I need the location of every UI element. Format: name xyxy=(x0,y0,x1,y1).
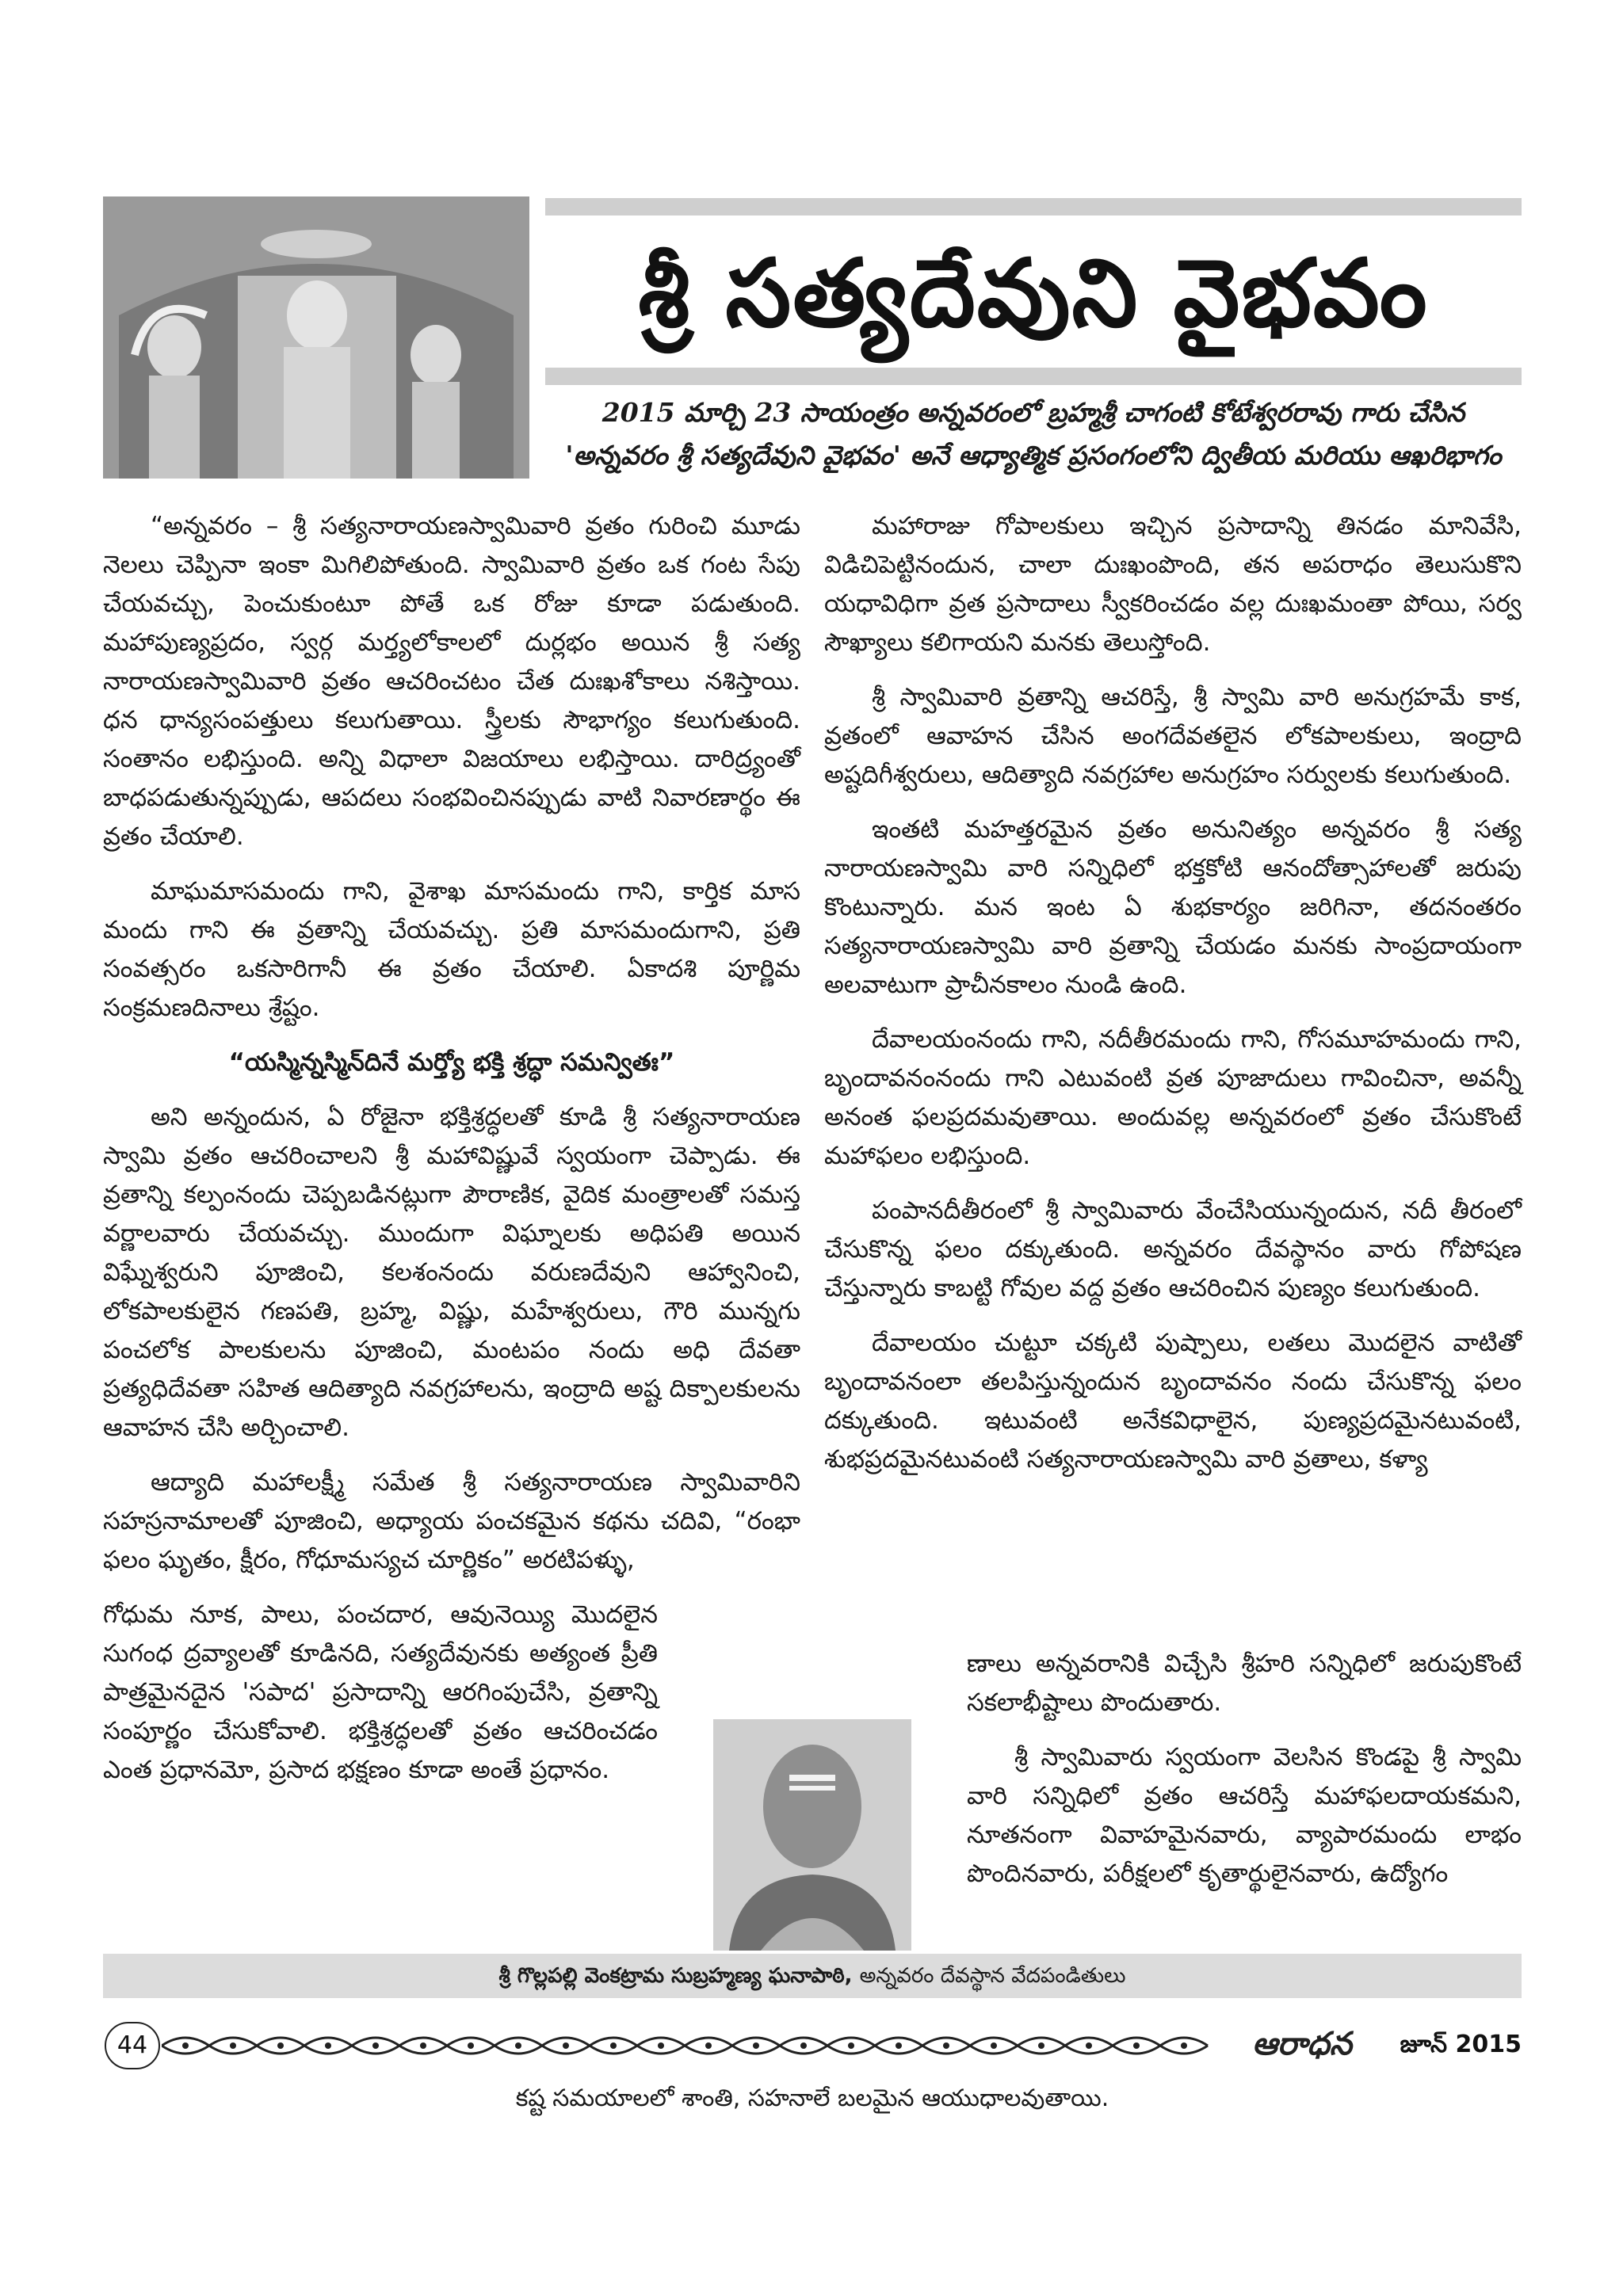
paragraph: దేవాలయం చుట్టూ చక్కటి పుష్పాలు, లతలు మొదలైన వాటితో బృందావనంలా తలపిస్తున్నందున బృందావనం నందు చేసుకొన్న ఫలం దక్కుతుంది. ఇటువంటి అనేకవిధాలైన, పుణ్యప్రదమైనటువంటి, శుభప్రదమైనటువంటి సత్యనారాయణస్వామి వారి వ్రతాలు, కళ్యా xyxy=(824,1329,1522,1474)
article-subtitle xyxy=(545,391,1522,477)
ornamental-divider xyxy=(162,2028,1216,2063)
author-name: శ్రీ గొల్లపల్లి వెంకట్రామ సుబ్రహ్మణ్య ఘనాపాఠి, xyxy=(498,1964,853,1988)
paragraph: దేవాలయంనందు గాని, నదీతీరమందు గాని, గోసమూహమందు గాని, బృందావనంనందు గాని ఎటువంటి వ్రత పూజాదులు గావించినా, అవన్నీ అనంత ఫలప్రదమవుతాయి. అందువల్ల అన్నవరంలో వ్రతం చేసుకొంటే మహాఫలం లభిస్తుంది. xyxy=(824,1025,1522,1170)
paragraph: “అన్నవరం – శ్రీ సత్యనారాయణస్వామివారి వ్రతం గురించి మూడు నెలలు చెప్పినా ఇంకా మిగిలిపోతుంది. స్వామివారి వ్రతం ఒక గంట సేపు చేయవచ్చు, పెంచుకుంటూ పోతే ఒక రోజు కూడా పడుతుంది. మహాపుణ్యప్రదం, స్వర్గ మర్త్యలోకాలలో దుర్లభం అయిన శ్రీ సత్య నారాయణస్వామివారి వ్రతం ఆచరించటం చేత దుఃఖశోకాలు నశిస్తాయి. ధన ధాన్యసంపత్తులు కలుగుతాయి. స్త్రీలకు సౌభాగ్యం కలుగుతుంది. సంతానం లభిస్తుంది. అన్ని విధాలా విజయాలు లభిస్తాయి. దారిద్ర్యంతో బాధపడుతున్నప్పుడు, ఆపదలు సంభవించినప్పుడు వాటి నివారణార్థం ఈ వ్రతం చేయాలి. xyxy=(103,512,800,851)
paragraph: శ్రీ స్వామివారి వ్రతాన్ని ఆచరిస్తే, శ్రీ స్వామి వారి అనుగ్రహమే కాక, వ్రతంలో ఆవాహన చేసిన అంగదేవతలైన లోకపాలకులు, ఇంద్రాది అష్టదిగీశ్వరులు, ఆదిత్యాది నవగ్రహాల అనుగ్రహం సర్వులకు కలుగుతుంది. xyxy=(824,683,1522,789)
right-column xyxy=(824,507,1522,1495)
paragraph: పంపానదీతీరంలో శ్రీ స్వామివారు వేంచేసియున్నందున, నదీ తీరంలో చేసుకొన్న ఫలం దక్కుతుంది. అన్నవరం దేవస్థానం వారు గోపోషణ చేస్తున్నారు కాబట్టి గోవుల వద్ద వ్రతం ఆచరించిన పుణ్యం కలుగుతుంది. xyxy=(824,1196,1522,1302)
author-designation: అన్నవరం దేవస్థాన వేదపండితులు xyxy=(859,1964,1126,1988)
subtitle-line-1: 2015 మార్చి 23 సాయంత్రం అన్నవరంలో బ్రహ్మశ్రీ చాగంటి కోటేశ్వరరావు గారు చేసిన xyxy=(601,397,1465,428)
author-photo xyxy=(713,1719,911,1951)
paragraph: శ్రీ స్వామివారు స్వయంగా వెలసిన కొండపై శ్రీ స్వామి వారి సన్నిధిలో వ్రతం ఆచరిస్తే మహాఫలదాయకమని, నూతనంగా వివాహమైనవారు, వ్యాపారమందు లాభం పొందినవారు, పరీక్షలలో కృతార్థులైనవారు, ఉద్యోగం xyxy=(967,1743,1522,1888)
title-band-bottom xyxy=(545,368,1522,385)
magazine-logo: ఆరాధన xyxy=(1252,2025,1352,2062)
deity-photo xyxy=(103,196,529,479)
subtitle-line-2: 'అన్నవరం శ్రీ సత్యదేవుని వైభవం' అనే ఆధ్యాత్మిక ప్రసంగంలోని ద్వితీయ మరియు ఆఖరిభాగం xyxy=(565,440,1502,471)
left-column xyxy=(103,507,800,1806)
paragraph: ణాలు అన్నవరానికి విచ్చేసి శ్రీహరి సన్నిధిలో జరుపుకొంటే సకలాభీష్టాలు పొందుతారు. xyxy=(967,1650,1522,1717)
paragraph: మహారాజు గోపాలకులు ఇచ్చిన ప్రసాదాన్ని తినడం మానివేసి, విడిచిపెట్టినందున, చాలా దుఃఖంపొంది, తన అపరాధం తెలుసుకొని యధావిధిగా వ్రత ప్రసాదాలు స్వీకరించడం వల్ల దుఃఖమంతా పోయి, సర్వ సౌఖ్యాలు కలిగాయని మనకు తెలుస్తోంది. xyxy=(824,512,1522,657)
right-column-tail xyxy=(967,1645,1522,1909)
footer-tagline: కష్ట సమయాలలో శాంతి, సహనాలే బలమైన ఆయుధాలవుతాయి. xyxy=(515,2084,1109,2112)
paragraph: ఇంతటి మహత్తరమైన వ్రతం అనునిత్యం అన్నవరం శ్రీ సత్య నారాయణస్వామి వారి సన్నిధిలో భక్తకోటి ఆనందోత్సాహాలతో జరుపు కొంటున్నారు. మన ఇంట ఏ శుభకార్యం జరిగినా, తదనంతరం సత్యనారాయణస్వామి వారి వ్రతాన్ని చేయడం మనకు సాంప్రదాయంగా అలవాటుగా ప్రాచీనకాలం నుండి ఉంది. xyxy=(824,815,1522,999)
article-title: శ్రీ సత్యదేవుని వైభవం xyxy=(638,238,1429,348)
issue-date: జూన్ 2015 xyxy=(1400,2031,1522,2058)
title-band-top xyxy=(545,198,1522,215)
paragraph: మాఘమాసమందు గాని, వైశాఖ మాసమందు గాని, కార్తిక మాస మందు గాని ఈ వ్రతాన్ని చేయవచ్చు. ప్రతి మాసమందుగాని, ప్రతి సంవత్సరం ఒకసారిగానీ ఈ వ్రతం చేయాలి. ఏకాదశి పూర్ణిమ సంక్రమణదినాలు శ్రేష్టం. xyxy=(103,877,800,1022)
author-credit xyxy=(103,1954,1522,1998)
page-number: 44 xyxy=(105,2022,160,2069)
paragraph: గోధుమ నూక, పాలు, పంచదార, ఆవునెయ్యి మొదలైన సుగంధ ద్రవ్యాలతో కూడినది, సత్యదేవునకు అత్యంత ప్రీతి పాత్రమైనదైన 'సపాద' ప్రసాదాన్ని ఆరగింపుచేసి, వ్రతాన్ని సంపూర్ణం చేసుకోవాలి. భక్తిశ్రద్ధలతో వ్రతం ఆచరించడం ఎంత ప్రధానమో, ప్రసాద భక్షణం కూడా అంతే ప్రధానం. xyxy=(103,1600,658,1784)
paragraph: అని అన్నందున, ఏ రోజైనా భక్తిశ్రద్ధలతో కూడి శ్రీ సత్యనారాయణ స్వామి వ్రతం ఆచరించాలని శ్రీ మహావిష్ణువే స్వయంగా చెప్పాడు. ఈ వ్రతాన్ని కల్పంనందు చెప్పబడినట్లుగా పౌరాణిక, వైదిక మంత్రాలతో సమస్త వర్ణాలవారు చేయవచ్చు. ముందుగా విఘ్నాలకు అధిపతి అయిన విఘ్నేశ్వరుని పూజించి, కలశంనందు వరుణదేవుని ఆహ్వానించి, లోకపాలకులైన గణపతి, బ్రహ్మ, విష్ణు, మహేశ్వరులు, గౌరి మున్నగు పంచలోక పాలకులను పూజించి, మంటపం నందు అధి దేవతా ప్రత్యధిదేవతా సహిత ఆదిత్యాది నవగ్రహాలను, ఇంద్రాది అష్ట దిక్పాలకులను ఆవాహన చేసి అర్చించాలి. xyxy=(103,1103,800,1442)
sanskrit-verse: “యస్మిన్నస్మిన్‌దినే మర్త్యో భక్తి శ్రద్ధా సమన్వితః” xyxy=(228,1048,675,1077)
paragraph: ఆద్యాది మహాలక్ష్మీ సమేత శ్రీ సత్యనారాయణ స్వామివారిని సహస్రనామాలతో పూజించి, అధ్యాయ పంచకమైన కథను చదివి, “రంభా ఫలం ఘృతం, క్షీరం, గోధూమస్యచ చూర్ణికం” అరటిపళ్ళు, xyxy=(103,1468,800,1574)
